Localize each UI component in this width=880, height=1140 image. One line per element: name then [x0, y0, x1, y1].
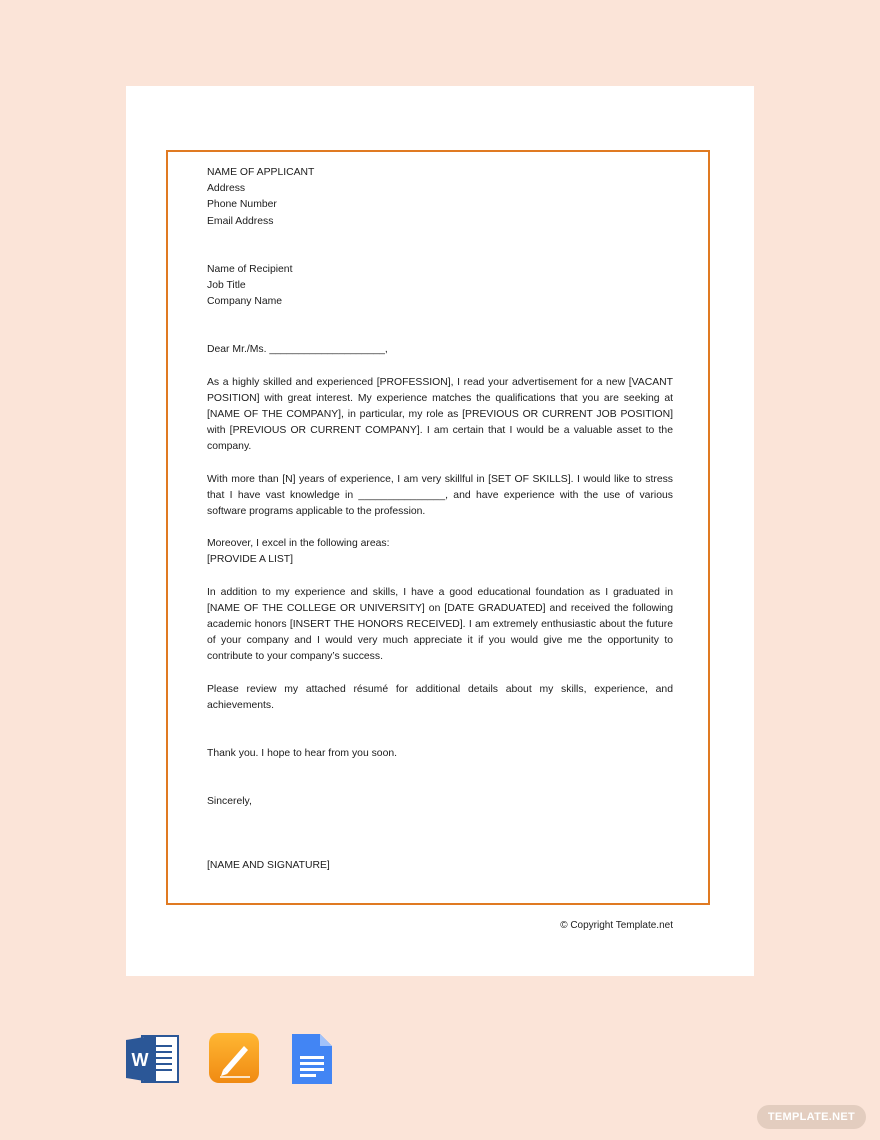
paragraph-experience: With more than [N] years of experience, I am very skillful in [SET OF SKILLS]. I would like to stress that I have vast knowledge in _______________, and have experience with the use of various software programs applicable to the profession. [207, 473, 673, 518]
sender-phone: Phone Number [207, 199, 277, 211]
google-docs-icon[interactable] [287, 1032, 341, 1086]
recipient-company: Company Name [207, 296, 283, 308]
paragraph-review: Please review my attached résumé for additional details about my skills, experience, and achievements. [207, 683, 673, 711]
paragraph-education: In addition to my experience and skills, I have a good educational foundation as I graduated in [NAME OF THE COLLEGE OR UNIVERSITY] on [DATE GRADUATED] and received the following academic honors [INSERT THE HONORS RECEIVED]. I am extremely enthusiastic about the future of your company and I would very much appreciate it if you would give me the opportunity to contribute to your company’s success. [207, 586, 673, 663]
paragraph-intro: As a highly skilled and experienced [PROFESSION], I read your advertisement for a new [VACANT POSITION] with great interest. My experience matches the qualifications that you are seeking at [NAME OF THE COMPANY], in particular, my role as [PREVIOUS OR CURRENT JOB POSITION] with [PREVIOUS OR CURRENT COMPANY]. I am certain that I would be a valuable asset to the company. [207, 376, 673, 453]
template-net-badge[interactable]: TEMPLATE.NET [757, 1105, 866, 1129]
salutation: Dear Mr./Ms. ____________________, [207, 344, 388, 356]
areas-intro: Moreover, I excel in the following areas: [207, 538, 390, 550]
recipient-job-title: Job Title [207, 280, 246, 292]
areas-list: [PROVIDE A LIST] [207, 554, 294, 566]
sender-name: NAME OF APPLICANT [207, 167, 315, 178]
copyright-notice: © Copyright Template.net [560, 920, 673, 931]
letter-body [207, 165, 673, 875]
svg-text:W: W [131, 1050, 149, 1070]
thanks-line: Thank you. I hope to hear from you soon. [207, 748, 398, 760]
recipient-name: Name of Recipient [207, 263, 293, 275]
sender-email: Email Address [207, 215, 274, 227]
closing-line: Sincerely, [207, 796, 252, 808]
word-icon[interactable] [126, 1032, 180, 1086]
pages-icon[interactable] [208, 1032, 262, 1086]
document-page [126, 86, 754, 976]
sender-address: Address [207, 183, 246, 195]
signature-line: [NAME AND SIGNATURE] [207, 860, 330, 872]
